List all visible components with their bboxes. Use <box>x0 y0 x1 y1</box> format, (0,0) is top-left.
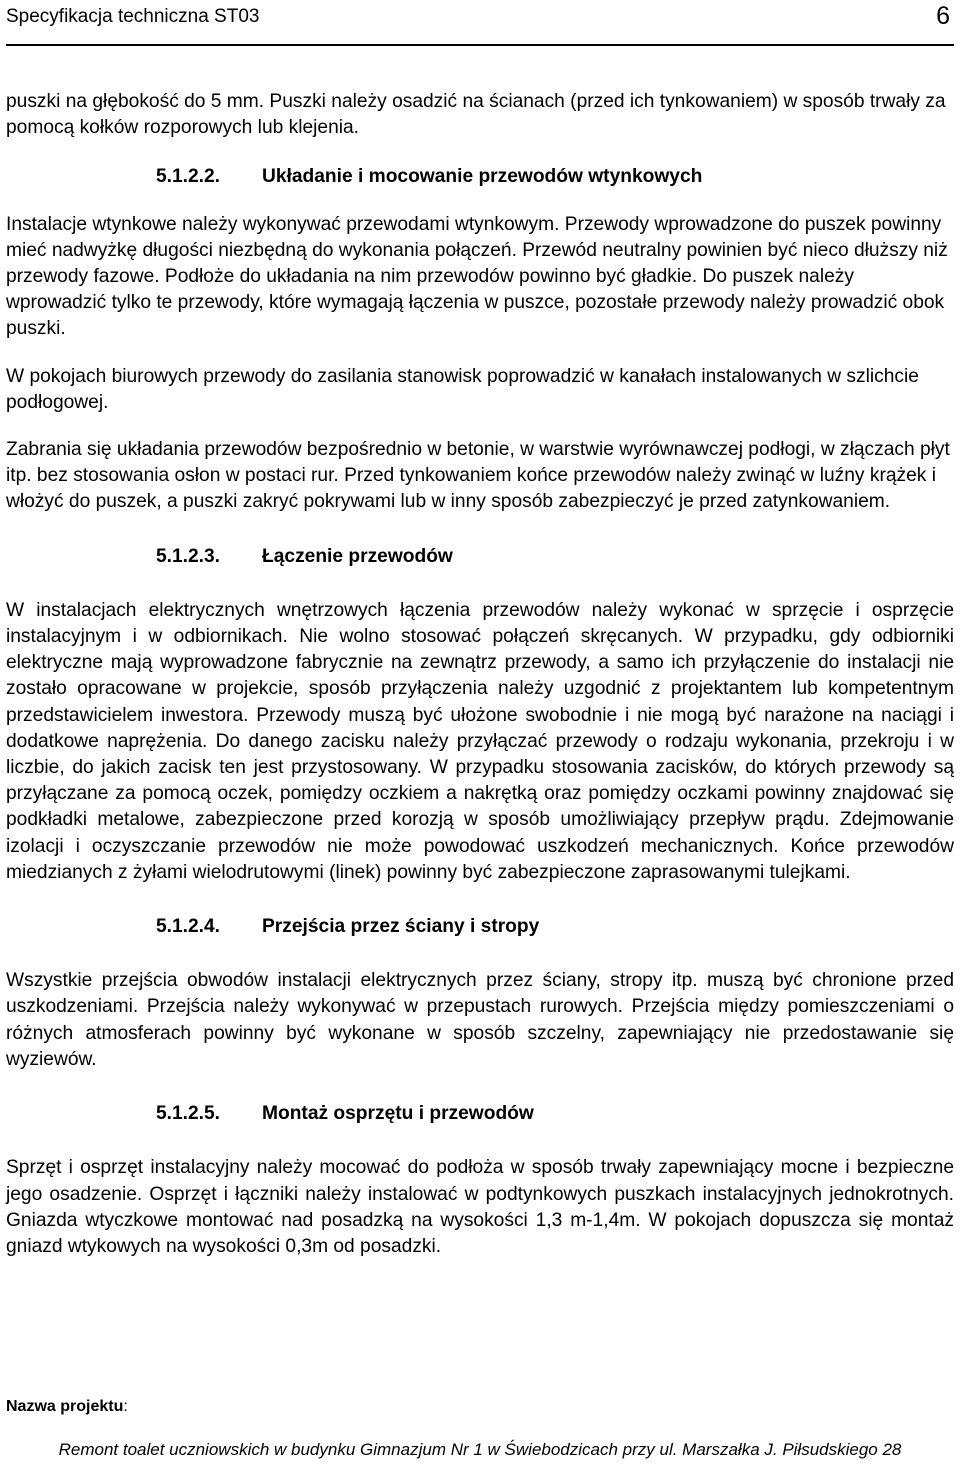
section-heading-5-1-2-2 <box>6 164 954 190</box>
header-title: Specyfikacja techniczna ST03 <box>6 6 260 27</box>
paragraph-przejscia: Wszystkie przejścia obwodów instalacji elektrycznych przez ściany, stropy itp. muszą być chronione przed uszkodzeniami. Przejścia należy wykonywać w przepustach rurowych. Przejścia między pomieszczeniami o różnych atmosferach powinny być wykonane w sposób szczelny, zapewniający nie przedostawanie się wyziewów. <box>6 970 954 1070</box>
paragraph-wtynkowe: Instalacje wtynkowe należy wykonywać przewodami wtynkowym. Przewody wprowadzone do puszek powinny mieć nadwyżkę długości niezbędną do wykonania połączeń. Przewód neutralny powinien być nieco dłuższy niż przewody fazowe. Podłoże do układania na nim przewodów powinno być gładkie. Do puszek należy wprowadzić tylko te przewody, które wymagają łączenia w puszce, pozostałe przewody należy prowadzić obok puszki. <box>6 213 948 340</box>
section-number: 5.1.2.2. <box>156 166 221 188</box>
footer-label-colon: : <box>123 1398 128 1415</box>
paragraph-zabrania: Zabrania się układania przewodów bezpośrednio w betonie, w warstwie wyrównawczej podłogi, w złączach płyt itp. bez stosowania osłon w postaci rur. Przed tynkowaniem końce przewodów należy zwinąć w luźny krążek i włożyć do puszek, a puszki zakryć pokrywami lub w inny sposób zabezpieczyć je przed zatynkowaniem. <box>6 439 950 513</box>
section-title: Łączenie przewodów <box>262 545 453 567</box>
section-heading-5-1-2-5 <box>6 1101 954 1127</box>
paragraph-laczenie: W instalacjach elektrycznych wnętrzowych łączenia przewodów należy wykonać w sprzęcie i osprzęcie instalacyjnym i w odbiornikach. Nie wolno stosować połączeń skręcanych. W przypadku, gdy odbiorniki elektryczne mają wyprowadzone fabrycznie na zewnątrz przewody, a samo ich przyłączenie do instalacji nie zostało opracowane w projekcie, sposób przyłączenia należy uzgodnić z projektantem lub kompetentnym przedstawicielem inwestora. Przewody muszą być ułożone swobodnie i nie mogą być narażone na naciągi i dodatkowe naprężenia. Do danego zacisku należy przyłączać przewody o rodzaju wykonania, przekroju i w liczbie, do jakich zacisk ten jest przystosowany. W przypadku stosowania zacisków, do których przewody są przyłączane za pomocą oczek, pomiędzy oczkiem a nakrętką oraz pomiędzy oczkami powinny znajdować się podkładki metalowe, zabezpieczone przed korozją w sposób umożliwiający przepływ prądu. Zdejmowanie izolacji i oczyszczanie przewodów nie może powodować uszkodzeń mechanicznych. Końce przewodów miedzianych z żyłami wielodrutowymi (linek) powinny być zabezpieczone zaprasowanymi tulejkami. <box>6 599 954 883</box>
header-rule <box>6 44 954 46</box>
footer-project-label <box>6 1398 128 1416</box>
section-number: 5.1.2.3. <box>156 545 221 567</box>
paragraph-biurowe: W pokojach biurowych przewody do zasilania stanowisk poprowadzić w kanałach instalowanych w szlichcie podłogowej. <box>6 365 919 413</box>
document-body <box>6 89 954 1260</box>
section-number: 5.1.2.4. <box>156 916 221 938</box>
section-title: Montaż osprzętu i przewodów <box>262 1103 534 1125</box>
section-heading-5-1-2-3 <box>6 544 954 570</box>
page-number: 6 <box>936 2 950 30</box>
section-title: Układanie i mocowanie przewodów wtynkowych <box>262 166 703 188</box>
section-number: 5.1.2.5. <box>156 1103 221 1125</box>
paragraph-montaz: Sprzęt i osprzęt instalacyjny należy mocować do podłoża w sposób trwały zapewniający mocne i bezpieczne jego osadzenie. Osprzęt i łączniki należy instalować w podtynkowych puszkach instalacyjnych jednokrotnych. Gniazda wtyczkowe montować nad posadzką na wysokości 1,3 m-1,4m. W pokojach dopuszcza się montaż gniazd wtykowych na wysokości 0,3m od posadzki. <box>6 1157 954 1257</box>
paragraph-continuation: puszki na głębokość do 5 mm. Puszki należy osadzić na ścianach (przed ich tynkowaniem) w sposób trwały za pomocą kołków rozporowych lub klejenia. <box>6 91 946 139</box>
footer-project-name: Remont toalet uczniowskich w budynku Gimnazjum Nr 1 w Świebodzicach przy ul. Marszałka J. Piłsudskiego 28 <box>58 1440 902 1459</box>
section-heading-5-1-2-4 <box>6 914 954 940</box>
section-title: Przejścia przez ściany i stropy <box>262 916 540 938</box>
footer-label-text: Nazwa projektu <box>6 1398 124 1415</box>
page-header <box>6 0 954 46</box>
